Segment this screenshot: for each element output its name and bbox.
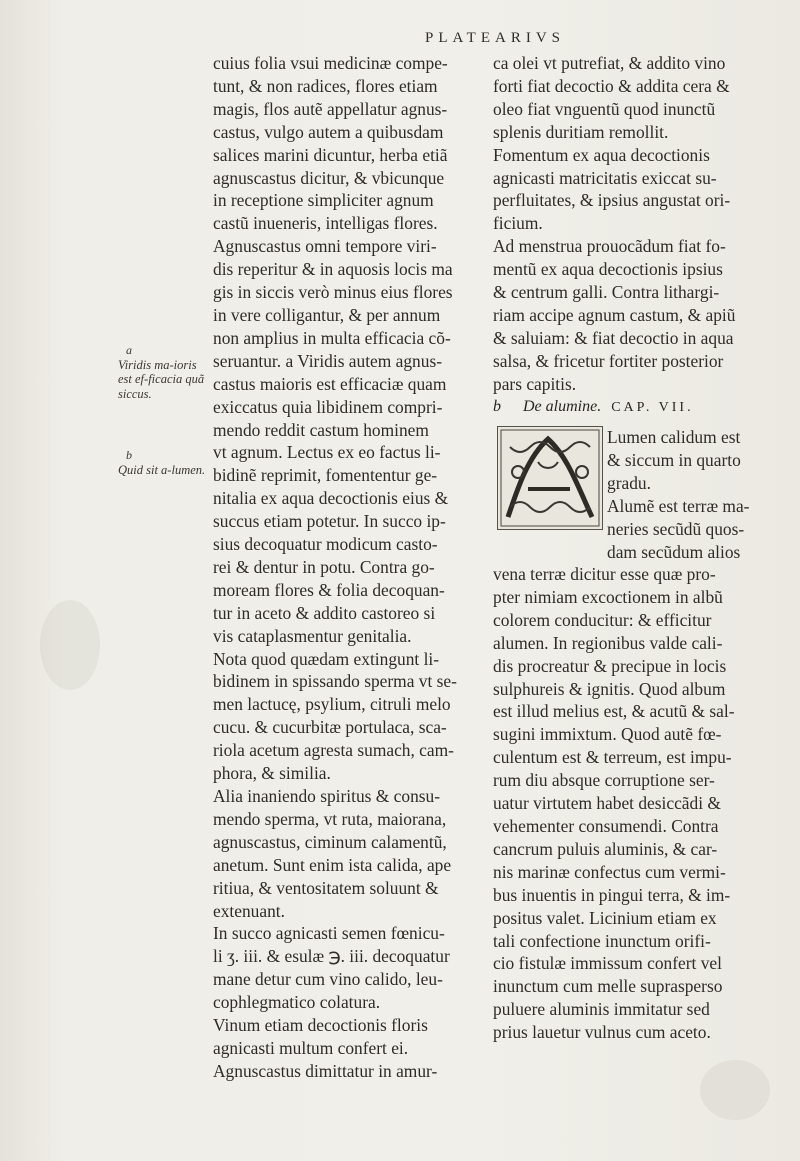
text-line: Nota quod quædam extingunt li- xyxy=(213,648,440,669)
text-line: Lumen calidum est xyxy=(607,427,741,447)
text-line: dis reperitur & in aquosis locis ma xyxy=(213,259,453,280)
text-line: colorem conducitur: & efficitur xyxy=(493,609,712,630)
text-line: nis marinæ confectus cum vermi- xyxy=(493,861,726,882)
text-line: tunt, & non radices, flores etiam xyxy=(213,75,438,96)
text-line: & saluiam: & fiat decoctio in aqua xyxy=(493,327,734,348)
text-line: in vere colligantur, & per annum xyxy=(213,304,441,325)
right-text-column-top xyxy=(493,52,778,396)
text-line: in receptione simpliciter agnum xyxy=(213,190,434,211)
text-line: bidinẽ reprimit, fomententur ge- xyxy=(213,465,438,486)
text-line: rei & dentur in potu. Contra go- xyxy=(213,556,435,577)
text-line: Agnuscastus dimittatur in amur- xyxy=(213,1060,438,1081)
text-line: sius decoquatur modicum casto- xyxy=(213,534,438,555)
text-line: tali confectione inunctum orifi- xyxy=(493,930,711,951)
text-line: castũ inueneris, intelligas flores. xyxy=(213,213,438,234)
right-text-beside-initial xyxy=(607,426,787,563)
text-line: moream flores & folia decoquan- xyxy=(213,579,445,600)
text-line: agnuscastus, ciminum calamentũ, xyxy=(213,831,447,852)
text-line: agnicasti multum confert ei. xyxy=(213,1037,409,1058)
text-line: cio fistulæ immissum confert vel xyxy=(493,953,722,974)
text-line: & centrum galli. Contra lithargi- xyxy=(493,282,720,303)
text-line: riola acetum agresta sumach, cam- xyxy=(213,740,454,761)
paper-stain xyxy=(40,600,100,690)
text-line: mendo reddit castum hominem xyxy=(213,419,429,440)
text-line: mendo sperma, vt ruta, maiorana, xyxy=(213,808,447,829)
text-line: sulphureis & ignitis. Quod album xyxy=(493,678,726,699)
text-line: dam secũdum alios xyxy=(607,541,741,562)
text-line: non amplius in multa efficacia cõ- xyxy=(213,327,451,348)
text-line: inunctum cum melle suprasperso xyxy=(493,976,723,997)
text-line: positus valet. Licinium etiam ex xyxy=(493,907,717,928)
text-line: ca olei vt putrefiat, & addito vino xyxy=(493,53,726,73)
text-line: bus inuentis in pingui terra, & im- xyxy=(493,884,731,905)
text-line: ritiua, & ventositatem soluunt & xyxy=(213,877,439,898)
text-line: ficium. xyxy=(493,213,543,234)
text-line: agnicasti matricitatis exiccat su- xyxy=(493,167,717,188)
text-line: & siccum in quarto xyxy=(607,449,741,470)
margin-note-1 xyxy=(118,343,208,401)
text-line: phora, & similia. xyxy=(213,763,331,784)
text-line: agnuscastus dicitur, & vbicunque xyxy=(213,167,445,188)
text-line: Alia inaniendo spiritus & consu- xyxy=(213,786,441,806)
chapter-number: CAP. VII. xyxy=(611,400,694,415)
margin-note-letter: a xyxy=(126,343,132,357)
text-line: vis cataplasmentur genitalia. xyxy=(213,625,412,646)
text-line: In succo agnicasti semen fœnicu- xyxy=(213,923,445,944)
text-line: dis procreatur & precipue in locis xyxy=(493,655,727,676)
text-line: cucu. & cucurbitæ portulaca, sca- xyxy=(213,717,447,738)
text-line: gradu. xyxy=(607,472,651,493)
text-line: tur in aceto & addito castoreo si xyxy=(213,602,436,623)
text-line: Fomentum ex aqua decoctionis xyxy=(493,144,710,165)
text-line: puluere aluminis immitatur sed xyxy=(493,999,710,1020)
text-line: cophlegmatico colatura. xyxy=(213,992,381,1013)
text-line: rum diu absque corruptione ser- xyxy=(493,770,715,791)
text-line: vt agnum. Lectus ex eo factus li- xyxy=(213,442,441,463)
text-line: Ad menstrua prouocãdum fiat fo- xyxy=(493,236,726,257)
ornament-icon xyxy=(498,427,602,529)
text-line: pter nimiam excoctionem in albũ xyxy=(493,586,723,607)
text-line: neries secũdũ quos- xyxy=(607,518,745,539)
decorated-initial-a xyxy=(497,426,603,530)
text-line: extenuant. xyxy=(213,900,285,921)
text-line: li ʒ. iii. & esulæ ℈. iii. decoquatur xyxy=(213,946,450,967)
text-line: castus maioris est efficaciæ quam xyxy=(213,373,447,394)
paper-stain xyxy=(700,1060,770,1120)
text-line: succus etiam potetur. In succo ip- xyxy=(213,511,446,532)
text-line: Alumẽ est terræ ma- xyxy=(607,495,750,516)
text-line: forti fiat decoctio & addita cera & xyxy=(493,75,730,96)
text-line: mane detur cum vino calido, leu- xyxy=(213,969,443,990)
text-line: mentũ ex aqua decoctionis ipsius xyxy=(493,259,723,280)
margin-note-2 xyxy=(118,448,208,477)
text-line: perfluitates, & ipsius angustat ori- xyxy=(493,190,731,211)
text-line: anetum. Sunt enim ista calida, ape xyxy=(213,854,452,875)
text-line: Vinum etiam decoctionis floris xyxy=(213,1015,428,1036)
text-line: splenis duritiam remollit. xyxy=(493,121,669,142)
text-line: salices marini dicuntur, herba etiã xyxy=(213,144,448,165)
text-line: castus, vulgo autem a quibusdam xyxy=(213,121,444,142)
margin-note-text: Viridis ma-ioris est ef-ficacia quã siccus. xyxy=(118,357,205,401)
chapter-heading xyxy=(493,398,783,416)
text-line: magis, flos autẽ appellatur agnus- xyxy=(213,98,448,119)
text-line: oleo fiat vnguentũ quod inunctũ xyxy=(493,98,716,119)
chapter-letter: b xyxy=(493,398,501,415)
text-line: riam accipe agnum castum, & apiũ xyxy=(493,304,736,325)
text-line: cuius folia vsui medicinæ compe- xyxy=(213,53,448,73)
text-line: vena terræ dicitur esse quæ pro- xyxy=(493,564,716,584)
margin-note-text: Quid sit a-lumen. xyxy=(118,462,206,477)
text-line: cancrum puluis aluminis, & car- xyxy=(493,838,718,859)
text-line: alumen. In regionibus valde cali- xyxy=(493,632,723,653)
text-line: prius lauetur vulnus cum aceto. xyxy=(493,1022,711,1043)
chapter-title: De alumine. xyxy=(523,398,602,415)
text-line: gis in siccis verò minus eius flores xyxy=(213,282,453,303)
text-line: culentum est & terreum, est impu- xyxy=(493,747,732,768)
text-line: men lactucę, psylium, citruli melo xyxy=(213,694,451,715)
text-line: bidinem in spissando sperma vt se- xyxy=(213,671,457,692)
left-text-column xyxy=(213,52,483,1083)
running-header: PLATEARIVS xyxy=(425,30,566,46)
text-line: vehementer consumendi. Contra xyxy=(493,815,719,836)
text-line: salsa, & fricetur fortiter posterior xyxy=(493,350,724,371)
text-line: est illud melius est, & acutũ & sal- xyxy=(493,701,735,722)
text-line: pars capitis. xyxy=(493,373,577,394)
margin-note-letter: b xyxy=(126,448,132,462)
text-line: Agnuscastus omni tempore viri- xyxy=(213,236,437,257)
text-line: seruantur. a Viridis autem agnus- xyxy=(213,350,443,371)
text-line: exiccatus quia libidinem compri- xyxy=(213,396,443,417)
text-line: sugini immixtum. Quod autẽ fœ- xyxy=(493,724,722,745)
text-line: uatur virtutem habet desiccãdi & xyxy=(493,793,721,814)
right-text-column-bottom xyxy=(493,563,778,1044)
text-line: nitalia ex aqua decoctionis eius & xyxy=(213,488,449,509)
